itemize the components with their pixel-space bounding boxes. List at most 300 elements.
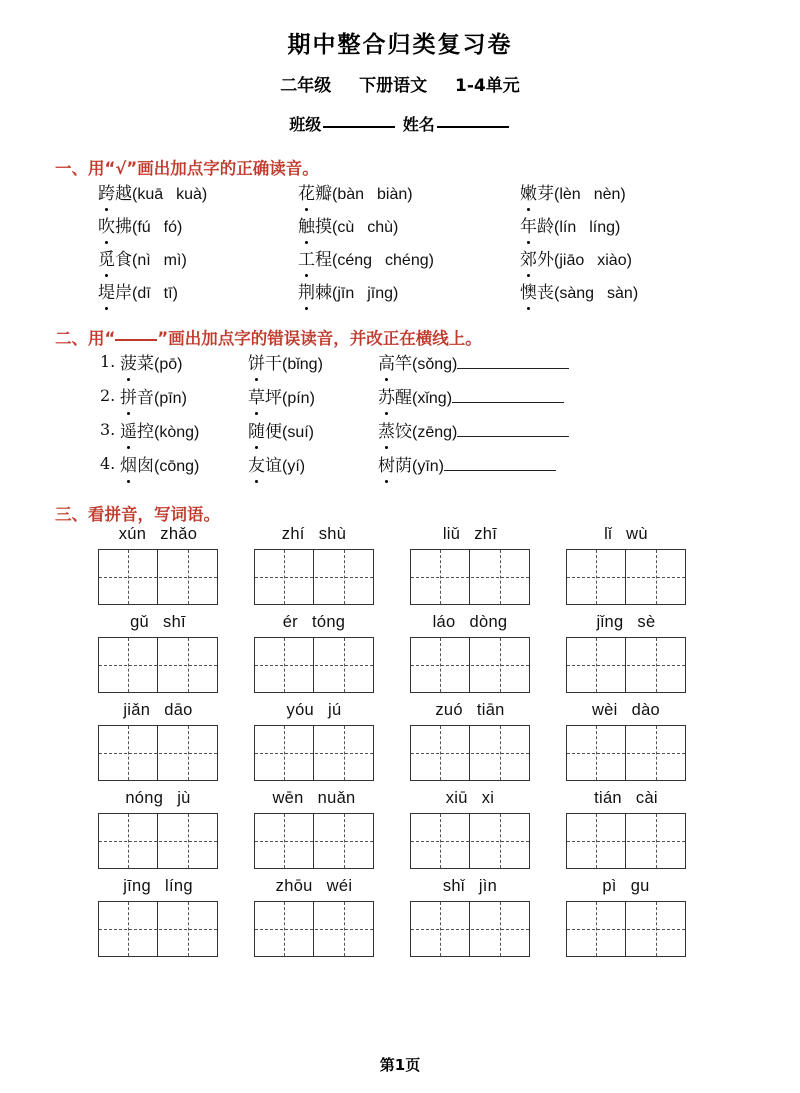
word-text — [520, 278, 554, 303]
word-rest-char: 越 — [115, 184, 132, 204]
pinyin-text: cōng — [159, 458, 195, 475]
pronunciation-choice-item[interactable] — [520, 245, 720, 270]
word-rest-char: 丧 — [537, 283, 554, 303]
pronunciation-choice-item[interactable] — [298, 179, 520, 204]
word-text — [378, 417, 412, 442]
section-three-row — [0, 789, 800, 869]
writing-grid-cell[interactable] — [470, 550, 529, 604]
dotted-char: 饼 — [248, 349, 265, 374]
pinyin-text: xǐng — [417, 390, 447, 407]
name-input-blank[interactable] — [437, 126, 509, 128]
word-text — [248, 383, 282, 408]
pinyin-value: (sǒng) — [412, 356, 458, 373]
writing-grid[interactable] — [254, 901, 374, 957]
checkmark-icon: √ — [115, 159, 127, 178]
word-text — [298, 278, 332, 303]
word-text — [248, 349, 282, 374]
section-three-row — [0, 701, 800, 781]
word-text — [520, 212, 554, 237]
pinyin-option-2[interactable]: sàn — [607, 285, 633, 302]
section-two-row — [0, 383, 800, 408]
pinyin-option-2[interactable]: líng — [589, 219, 616, 236]
dotted-char: 触 — [298, 212, 315, 237]
section-two-row — [0, 417, 800, 442]
word-rest-char: 摸 — [315, 217, 332, 237]
section-one-row — [0, 179, 800, 204]
section-three-rows — [0, 525, 800, 957]
pinyin-syllable-2: dòng — [469, 613, 508, 631]
write-word-item — [566, 613, 722, 693]
pinyin-syllable-2: shī — [163, 613, 186, 631]
pinyin-text: yí — [287, 458, 300, 475]
word-text — [298, 212, 332, 237]
pinyin-option-2[interactable]: fó — [163, 219, 178, 236]
pinyin-prompt — [566, 525, 686, 544]
dotted-char: 苏 — [378, 383, 395, 408]
writing-grid-cell[interactable] — [99, 902, 158, 956]
name-label: 姓名 — [402, 115, 435, 134]
writing-grid[interactable] — [98, 637, 218, 693]
pinyin-syllable-1: nóng — [125, 789, 164, 807]
section-two-heading — [0, 325, 800, 349]
pinyin-option-1[interactable]: cù — [337, 219, 355, 236]
writing-grid[interactable] — [410, 901, 530, 957]
pronunciation-choice-item[interactable] — [520, 212, 720, 237]
pinyin-value: (pín) — [282, 390, 315, 407]
pinyin-option-1[interactable]: jīn — [337, 285, 355, 302]
writing-grid-cell[interactable] — [314, 814, 373, 868]
writing-grid-cell[interactable] — [158, 902, 217, 956]
pinyin-prompt — [410, 525, 530, 544]
pinyin-syllable-1: zhōu — [275, 877, 313, 895]
pinyin-options: (bàn biàn) — [332, 186, 413, 203]
writing-grid[interactable] — [98, 725, 218, 781]
word-text — [120, 383, 154, 408]
units-label: 1-4单元 — [454, 76, 520, 96]
pinyin-options: (nì mì) — [132, 252, 187, 269]
pinyin-value: (bǐng) — [282, 356, 323, 373]
pinyin-syllable-1: ér — [282, 613, 298, 631]
pinyin-options: (cù chù) — [332, 219, 399, 236]
wrong-pronunciation-item[interactable] — [120, 451, 248, 476]
pinyin-options: (jīn jīng) — [332, 285, 399, 302]
section-one-row — [0, 212, 800, 237]
word-rest-char: 便 — [265, 422, 282, 442]
pinyin-syllable-1: zuó — [435, 701, 463, 719]
correction-answer-line[interactable] — [444, 456, 556, 471]
pinyin-option-1[interactable]: sàng — [559, 285, 595, 302]
pinyin-option-2[interactable]: chù — [367, 219, 394, 236]
pronunciation-choice-item[interactable] — [298, 212, 520, 237]
dotted-char: 嫩 — [520, 179, 537, 204]
pinyin-value: (kòng) — [154, 424, 200, 441]
pinyin-value: (yí) — [282, 458, 306, 475]
word-text — [98, 245, 132, 270]
pinyin-value: (pō) — [154, 356, 183, 373]
word-rest-char: 荫 — [395, 456, 412, 476]
correction-answer-line[interactable] — [457, 354, 569, 369]
writing-grid-cell[interactable] — [470, 726, 529, 780]
word-rest-char: 饺 — [395, 422, 412, 442]
write-word-item — [98, 789, 254, 869]
word-rest-char: 菜 — [137, 354, 154, 374]
pronunciation-choice-item[interactable] — [520, 179, 720, 204]
pinyin-syllable-2: wù — [626, 525, 648, 543]
word-text — [298, 245, 332, 270]
pinyin-text: bǐng — [287, 356, 318, 373]
writing-grid[interactable] — [566, 637, 686, 693]
writing-grid-cell[interactable] — [99, 726, 158, 780]
wrong-pronunciation-item[interactable] — [378, 383, 452, 408]
write-word-item — [566, 525, 722, 605]
word-rest-char: 囱 — [137, 456, 154, 476]
pinyin-option-1[interactable]: kuā — [137, 186, 164, 203]
write-word-item — [254, 525, 410, 605]
pinyin-syllable-2: zhǎo — [160, 525, 198, 543]
writing-grid[interactable] — [410, 813, 530, 869]
dotted-char: 懊 — [520, 278, 537, 303]
writing-grid-cell[interactable] — [411, 638, 470, 692]
writing-grid-cell[interactable] — [255, 550, 314, 604]
pinyin-option-2[interactable]: xiào — [597, 252, 627, 269]
pinyin-option-2[interactable]: tī — [163, 285, 173, 302]
word-rest-char: 音 — [137, 388, 154, 408]
pinyin-syllable-1: jīng — [123, 877, 151, 895]
grade-label: 二年级 — [280, 76, 332, 96]
dotted-char: 花 — [298, 179, 315, 204]
pronunciation-choice-item[interactable] — [98, 245, 298, 270]
pinyin-syllable-2: jìn — [478, 877, 498, 895]
row-number: 4. — [100, 454, 116, 473]
pronunciation-choice-item[interactable] — [98, 212, 298, 237]
writing-grid[interactable] — [98, 813, 218, 869]
writing-grid-cell[interactable] — [99, 638, 158, 692]
writing-grid-cell[interactable] — [314, 726, 373, 780]
word-rest-char: 岸 — [115, 283, 132, 303]
wrong-pronunciation-item[interactable] — [378, 349, 457, 374]
pinyin-syllable-2: jú — [328, 701, 342, 719]
pinyin-option-2[interactable]: kuà — [176, 186, 202, 203]
dotted-char: 吹 — [98, 212, 115, 237]
writing-grid-cell[interactable] — [626, 638, 685, 692]
writing-grid-cell[interactable] — [158, 814, 217, 868]
pinyin-syllable-1: xiū — [445, 789, 468, 807]
section-two-rows — [0, 349, 800, 476]
writing-grid-cell[interactable] — [255, 638, 314, 692]
writing-grid[interactable] — [566, 725, 686, 781]
pinyin-prompt — [254, 701, 374, 720]
row-number: 3. — [100, 420, 116, 439]
wrong-pronunciation-item[interactable] — [120, 349, 248, 374]
pinyin-options: (lèn nèn) — [554, 186, 626, 203]
pronunciation-choice-item[interactable] — [298, 278, 520, 303]
pinyin-options: (céng chéng) — [332, 252, 434, 269]
wrong-pronunciation-item[interactable] — [248, 349, 378, 374]
pinyin-prompt — [254, 613, 374, 632]
writing-grid-cell[interactable] — [314, 902, 373, 956]
writing-grid-cell[interactable] — [411, 814, 470, 868]
pinyin-syllable-1: tián — [594, 789, 622, 807]
write-word-item — [410, 701, 566, 781]
correction-answer-line[interactable] — [457, 422, 569, 437]
dotted-char: 友 — [248, 451, 265, 476]
wrong-pronunciation-item[interactable] — [378, 417, 457, 442]
pinyin-option-1[interactable]: fú — [137, 219, 151, 236]
writing-grid-cell[interactable] — [626, 550, 685, 604]
section-two-prefix: 用“ — [88, 329, 116, 348]
writing-grid[interactable] — [410, 725, 530, 781]
writing-grid-cell[interactable] — [158, 550, 217, 604]
section-one-number: 一、 — [55, 159, 88, 178]
writing-grid[interactable] — [98, 549, 218, 605]
writing-grid-cell[interactable] — [314, 550, 373, 604]
pinyin-options: (dī tī) — [132, 285, 178, 302]
row-number: 2. — [100, 386, 116, 405]
writing-grid-cell[interactable] — [567, 814, 626, 868]
dotted-char: 蒸 — [378, 417, 395, 442]
pinyin-text: sǒng — [417, 356, 453, 373]
section-two — [0, 311, 800, 476]
word-rest-char: 坪 — [265, 388, 282, 408]
word-text — [120, 417, 154, 442]
writing-grid[interactable] — [566, 901, 686, 957]
writing-grid-cell[interactable] — [567, 726, 626, 780]
dotted-char: 树 — [378, 451, 395, 476]
pinyin-syllable-2: shù — [318, 525, 347, 543]
pinyin-syllable-1: liǔ — [442, 525, 461, 543]
word-rest-char: 竿 — [395, 354, 412, 374]
dotted-char: 荆 — [298, 278, 315, 303]
pinyin-option-1[interactable]: jiāo — [559, 252, 585, 269]
word-text — [98, 212, 132, 237]
pinyin-prompt — [98, 525, 218, 544]
pinyin-syllable-2: tiān — [476, 701, 505, 719]
wrong-pronunciation-item[interactable] — [120, 383, 248, 408]
section-two-suffix: ”画出加点字的错误读音，并改正在横线上。 — [157, 329, 482, 348]
writing-grid-cell[interactable] — [411, 550, 470, 604]
word-rest-char: 程 — [315, 250, 332, 270]
write-word-item — [254, 789, 410, 869]
dotted-char: 工 — [298, 245, 315, 270]
pinyin-option-1[interactable]: dī — [137, 285, 151, 302]
pronunciation-choice-item[interactable] — [98, 179, 298, 204]
page-subtitle — [0, 59, 800, 96]
pinyin-syllable-2: gu — [630, 877, 650, 895]
pinyin-syllable-2: dào — [631, 701, 661, 719]
pinyin-syllable-1: gǔ — [130, 613, 150, 631]
word-rest-char: 干 — [265, 354, 282, 374]
pinyin-prompt — [98, 613, 218, 632]
writing-grid-cell[interactable] — [470, 638, 529, 692]
write-word-item — [254, 877, 410, 957]
pinyin-prompt — [566, 789, 686, 808]
pinyin-text: zēng — [417, 424, 453, 441]
writing-grid[interactable] — [410, 549, 530, 605]
wrong-pronunciation-item[interactable] — [378, 451, 444, 476]
pinyin-prompt — [410, 701, 530, 720]
wrong-pronunciation-item[interactable] — [248, 451, 378, 476]
pinyin-text: pín — [287, 390, 310, 407]
section-one-row — [0, 245, 800, 270]
pinyin-prompt — [566, 613, 686, 632]
section-one-rows — [0, 179, 800, 303]
pinyin-syllable-1: zhí — [281, 525, 305, 543]
pinyin-syllable-1: wèi — [591, 701, 618, 719]
dotted-char: 拼 — [120, 383, 137, 408]
writing-grid-cell[interactable] — [255, 814, 314, 868]
writing-grid-cell[interactable] — [158, 638, 217, 692]
word-rest-char: 食 — [115, 250, 132, 270]
section-three-number: 三、 — [55, 505, 88, 524]
writing-grid[interactable] — [254, 813, 374, 869]
section-three-text: 看拼音，写词语。 — [88, 505, 220, 524]
writing-grid-cell[interactable] — [411, 726, 470, 780]
dotted-char: 堤 — [98, 278, 115, 303]
writing-grid-cell[interactable] — [626, 814, 685, 868]
write-word-item — [566, 877, 722, 957]
pronunciation-choice-item[interactable] — [98, 278, 298, 303]
writing-grid[interactable] — [566, 549, 686, 605]
correction-answer-line[interactable] — [452, 388, 564, 403]
pinyin-option-1[interactable]: nì — [137, 252, 151, 269]
underline-mark-icon — [115, 339, 157, 341]
word-text — [98, 278, 132, 303]
pinyin-syllable-1: pì — [602, 877, 617, 895]
pronunciation-choice-item[interactable] — [520, 278, 720, 303]
write-word-item — [410, 877, 566, 957]
writing-grid[interactable] — [566, 813, 686, 869]
writing-grid-cell[interactable] — [255, 726, 314, 780]
writing-grid-cell[interactable] — [158, 726, 217, 780]
word-rest-char: 瓣 — [315, 184, 332, 204]
writing-grid-cell[interactable] — [626, 726, 685, 780]
word-text — [520, 245, 554, 270]
writing-grid-cell[interactable] — [470, 814, 529, 868]
dotted-char: 草 — [248, 383, 265, 408]
pinyin-value: (pīn) — [154, 390, 187, 407]
section-one-prefix: 用“ — [88, 159, 116, 178]
writing-grid-cell[interactable] — [411, 902, 470, 956]
word-text — [98, 179, 132, 204]
class-input-blank[interactable] — [323, 126, 395, 128]
writing-grid[interactable] — [254, 549, 374, 605]
pinyin-option-2[interactable]: biàn — [377, 186, 408, 203]
pinyin-text: yīn — [417, 458, 439, 475]
pinyin-option-2[interactable]: chéng — [385, 252, 429, 269]
section-three-heading — [0, 501, 800, 525]
pinyin-prompt — [566, 877, 686, 896]
word-text — [120, 349, 154, 374]
pinyin-option-2[interactable]: nèn — [593, 186, 621, 203]
word-rest-char: 外 — [537, 250, 554, 270]
section-two-row — [0, 451, 800, 476]
pinyin-text: pō — [159, 356, 178, 373]
pinyin-options: (fú fó) — [132, 219, 183, 236]
writing-grid-cell[interactable] — [314, 638, 373, 692]
writing-grid[interactable] — [254, 637, 374, 693]
word-rest-char: 棘 — [315, 283, 332, 303]
pinyin-option-1[interactable]: céng — [337, 252, 373, 269]
write-word-item — [98, 877, 254, 957]
word-rest-char: 谊 — [265, 456, 282, 476]
word-text — [248, 451, 282, 476]
pinyin-prompt — [566, 701, 686, 720]
pronunciation-choice-item[interactable] — [298, 245, 520, 270]
word-text — [378, 349, 412, 374]
writing-grid-cell[interactable] — [567, 902, 626, 956]
pinyin-prompt — [254, 789, 374, 808]
pinyin-option-1[interactable]: lín — [559, 219, 577, 236]
wrong-pronunciation-item[interactable] — [248, 383, 378, 408]
pinyin-prompt — [98, 877, 218, 896]
pinyin-value: (zēng) — [412, 424, 458, 441]
pinyin-syllable-2: zhī — [474, 525, 498, 543]
writing-grid-cell[interactable] — [470, 902, 529, 956]
pinyin-syllable-2: líng — [165, 877, 193, 895]
writing-grid-cell[interactable] — [567, 638, 626, 692]
dotted-char: 觅 — [98, 245, 115, 270]
writing-grid-cell[interactable] — [99, 550, 158, 604]
writing-grid-cell[interactable] — [567, 550, 626, 604]
dotted-char: 烟 — [120, 451, 137, 476]
class-label: 班级 — [289, 115, 322, 134]
writing-grid-cell[interactable] — [626, 902, 685, 956]
word-rest-char: 拂 — [115, 217, 132, 237]
pinyin-syllable-2: xi — [481, 789, 495, 807]
writing-grid-cell[interactable] — [99, 814, 158, 868]
section-three-row — [0, 877, 800, 957]
section-one-heading — [0, 155, 800, 179]
pinyin-options: (jiāo xiào) — [554, 252, 632, 269]
wrong-pronunciation-item[interactable] — [248, 417, 378, 442]
student-info-line — [0, 96, 800, 135]
pinyin-prompt — [254, 525, 374, 544]
pinyin-syllable-2: nuǎn — [317, 789, 356, 807]
pinyin-option-1[interactable]: bàn — [337, 186, 365, 203]
section-one-suffix: ”画出加点字的正确读音。 — [126, 159, 319, 178]
pinyin-syllable-2: dāo — [164, 701, 193, 719]
pinyin-value: (xǐng) — [412, 390, 453, 407]
pinyin-option-2[interactable]: jīng — [367, 285, 394, 302]
writing-grid-cell[interactable] — [255, 902, 314, 956]
write-word-item — [566, 789, 722, 869]
word-text — [378, 451, 412, 476]
writing-grid[interactable] — [254, 725, 374, 781]
write-word-item — [410, 613, 566, 693]
writing-grid[interactable] — [410, 637, 530, 693]
wrong-pronunciation-item[interactable] — [120, 417, 248, 442]
dotted-char: 随 — [248, 417, 265, 442]
pinyin-prompt — [410, 877, 530, 896]
write-word-item — [98, 613, 254, 693]
pinyin-value: (cōng) — [154, 458, 200, 475]
write-word-item — [566, 701, 722, 781]
pinyin-prompt — [98, 701, 218, 720]
write-word-item — [254, 613, 410, 693]
word-rest-char: 控 — [137, 422, 154, 442]
pinyin-syllable-1: jǐng — [596, 613, 624, 631]
pinyin-option-1[interactable]: lèn — [559, 186, 581, 203]
subject-label: 下册语文 — [359, 76, 428, 96]
writing-grid[interactable] — [98, 901, 218, 957]
row-number: 1. — [100, 352, 116, 371]
section-three-row — [0, 613, 800, 693]
section-two-row — [0, 349, 800, 374]
pinyin-option-2[interactable]: mì — [163, 252, 182, 269]
pinyin-prompt — [410, 613, 530, 632]
section-three-row — [0, 525, 800, 605]
word-text — [120, 451, 154, 476]
